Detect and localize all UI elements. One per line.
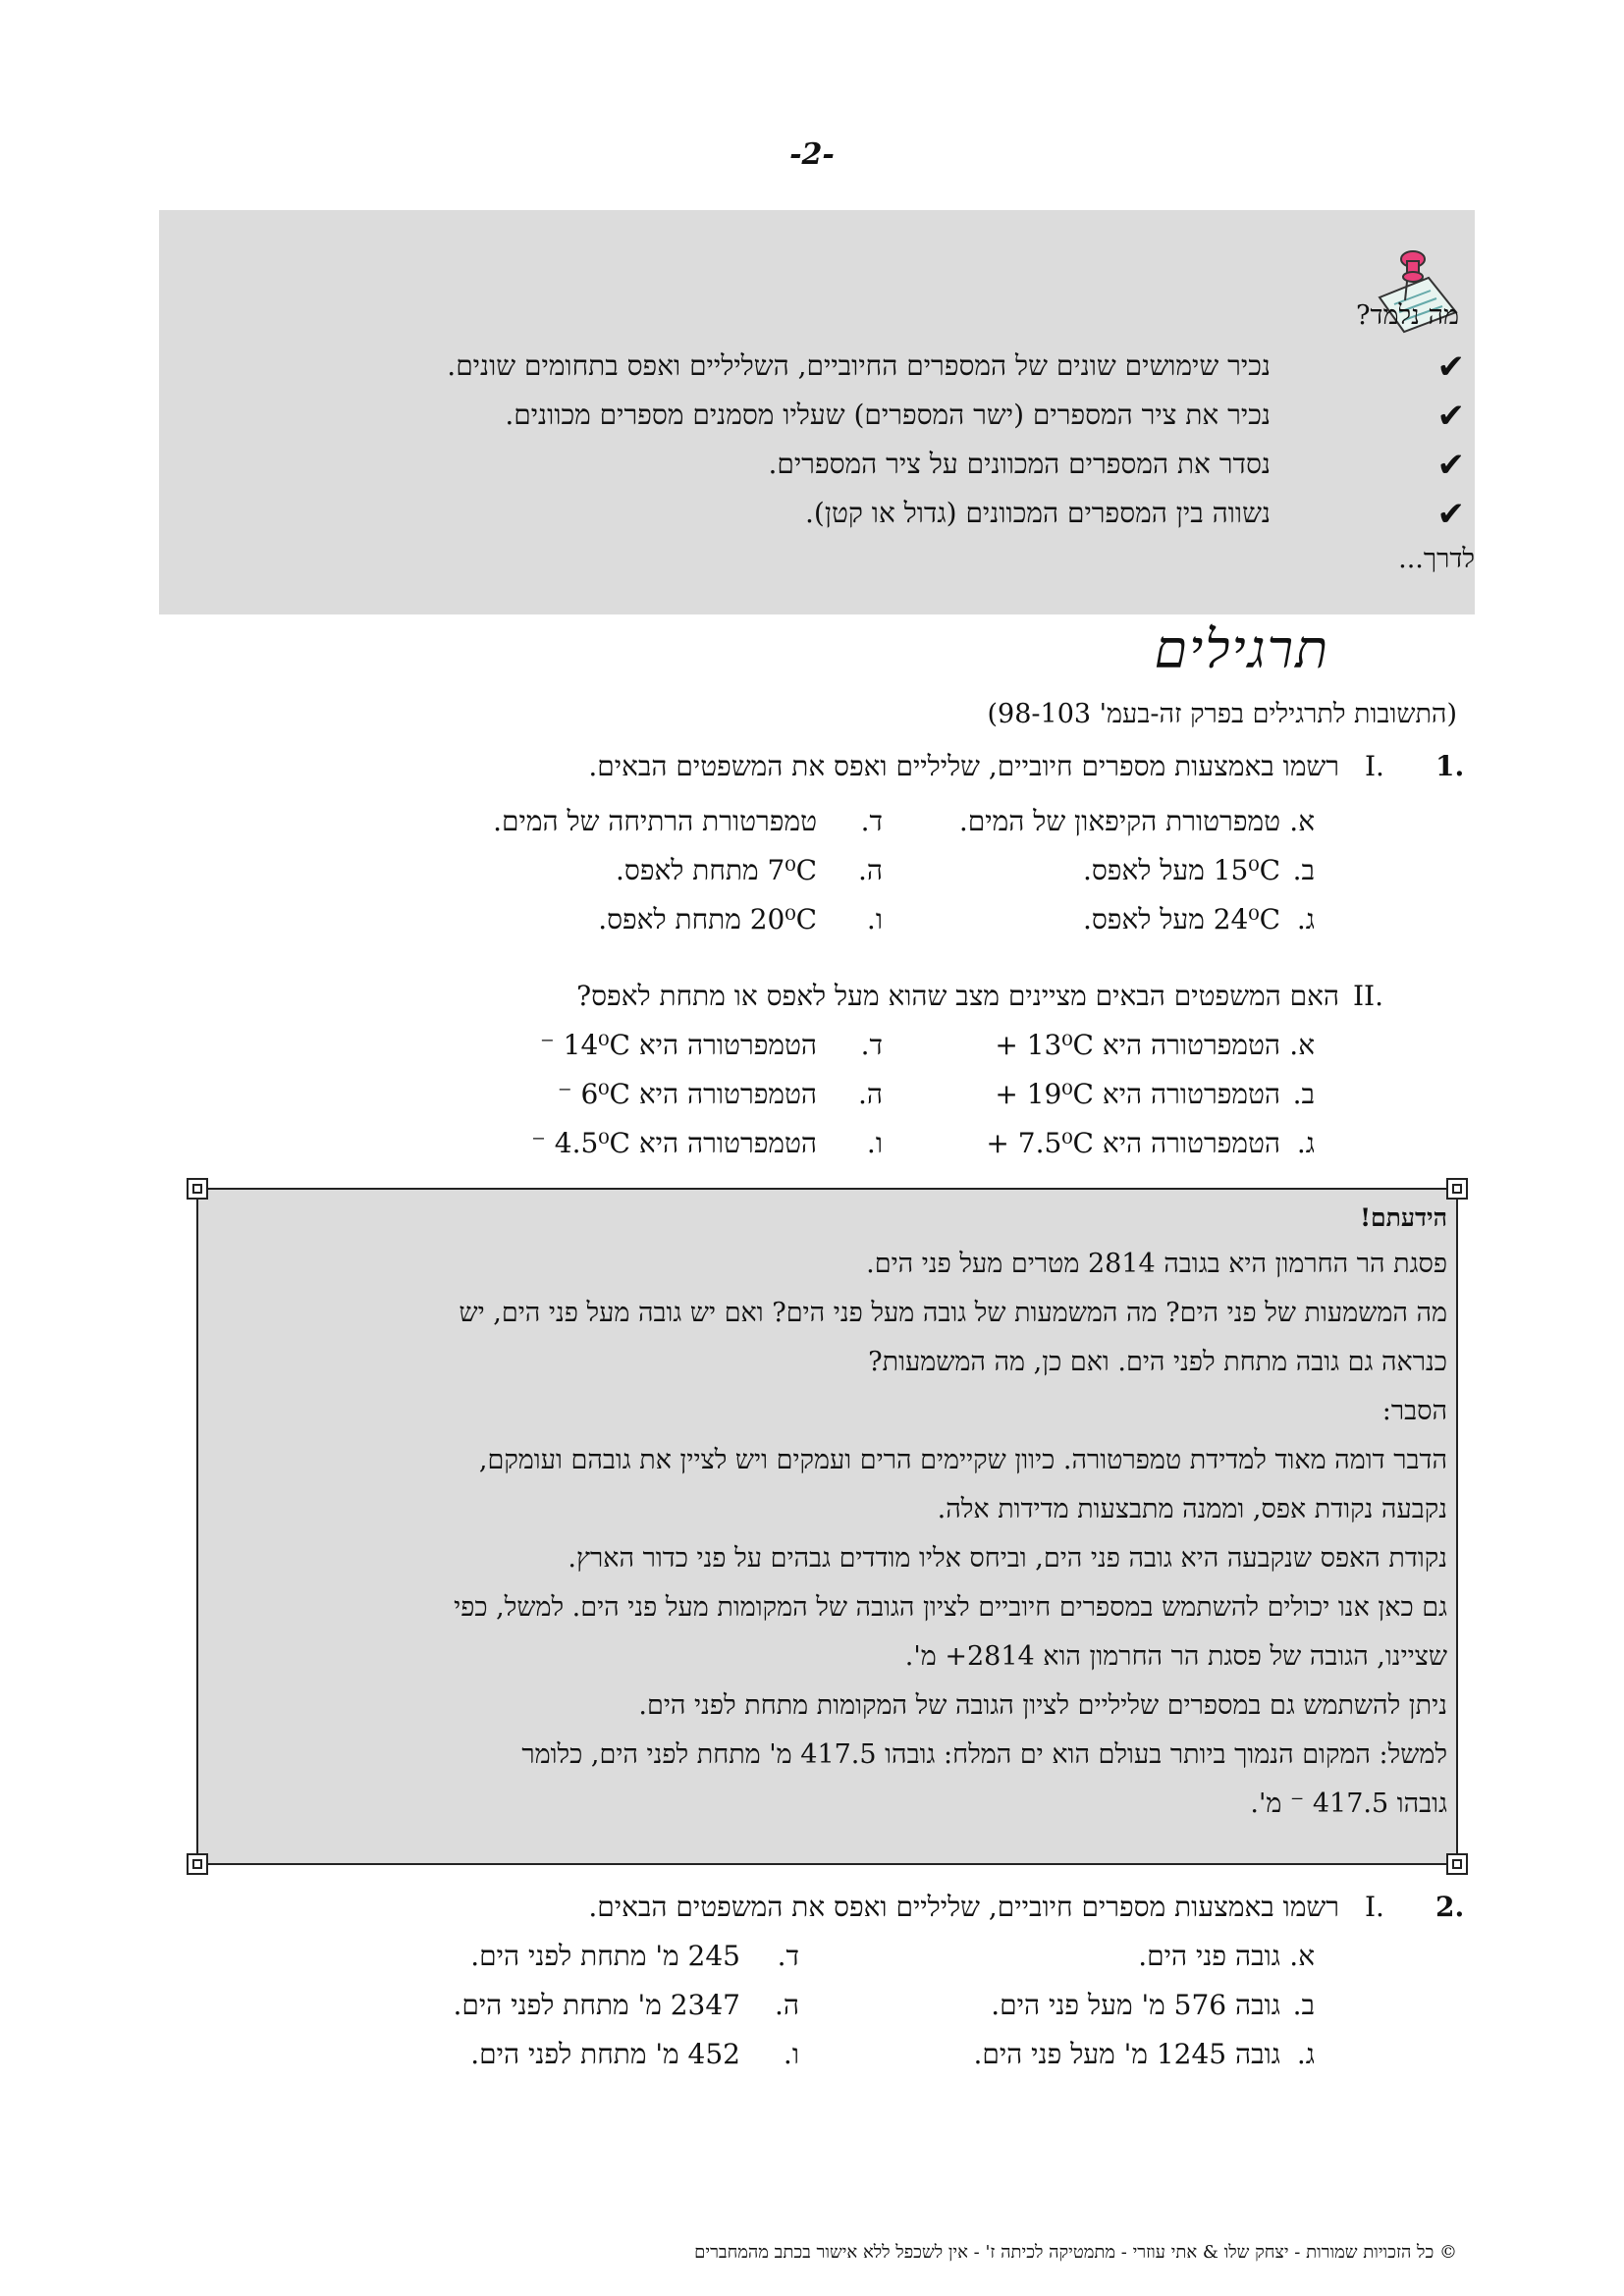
question-number: 1. — [1435, 750, 1465, 782]
corner-ornament-icon — [185, 1851, 210, 1877]
did-you-know-line: כנראה גם גובה מתחת לפני הים. ואם כן, מה המשמעות? — [868, 1347, 1447, 1377]
exercises-title: תרגילים — [1154, 618, 1329, 680]
item-text: גובה פני הים. — [1138, 1940, 1280, 1972]
did-you-know-line: הסבר: — [1381, 1396, 1447, 1426]
learning-item — [308, 493, 1467, 542]
item-text: טמפרטורת הקיפאון של המים. — [958, 805, 1280, 837]
learning-footer: לדרך... — [1398, 544, 1475, 574]
item-text: 15⁰C מעל לאפס. — [1082, 854, 1280, 886]
corner-ornament-icon — [1444, 1176, 1470, 1201]
item-label: ו. — [866, 1127, 883, 1159]
item-label: ה. — [774, 1989, 799, 2021]
item-label: ג. — [1296, 1127, 1315, 1159]
check-icon: ✔ — [1436, 397, 1465, 436]
item-label: ד. — [860, 1029, 883, 1061]
item-label: ב. — [1292, 1078, 1315, 1110]
did-you-know-line: שציינו, הגובה של פסגת הר החרמון הוא ‎+2814‎ מ'. — [904, 1641, 1447, 1672]
item-label: א. — [1289, 1940, 1315, 1972]
question-number: 2. — [1435, 1891, 1465, 1923]
did-you-know-line: נקודת האפס שנקבעה היא גובה פני הים, וביחס אליו מודדים גבהים על פני כדור הארץ. — [568, 1543, 1447, 1574]
item-text: הטמפרטורה היא ‎⁻ 14⁰C‎ — [540, 1029, 817, 1061]
item-text: 20⁰C מתחת לאפס. — [598, 903, 817, 935]
learning-item-text: נסדר את המספרים המכוונים על ציר המספרים. — [768, 448, 1271, 480]
learning-item — [308, 444, 1467, 493]
check-icon: ✔ — [1436, 347, 1465, 387]
did-you-know-line: גובהו ‎⁻ 417.5‎ מ'. — [1250, 1789, 1447, 1819]
item-text: הטמפרטורה היא ‎+ 13⁰C‎ — [995, 1029, 1280, 1061]
roman-numeral: I. — [1365, 1891, 1384, 1923]
copyright-footer: © כל הזכויות שמורות - יצחק שלו & אתי עוזרי - מתמטיקה לכיתה ז' - אין לשכפל ללא אישור בכתב מהמחברים — [694, 2242, 1457, 2263]
did-you-know-line: למשל: המקום הנמוך ביותר בעולם הוא ים המלח: גובהו 417.5 מ' מתחת לפני הים, כלומר — [521, 1739, 1447, 1770]
question-instruction: רשמו באמצעות מספרים חיוביים, שליליים ואפס את המשפטים הבאים. — [588, 1891, 1339, 1923]
check-icon: ✔ — [1436, 495, 1465, 534]
item-label: ה. — [857, 854, 883, 886]
page-number: -2- — [789, 137, 835, 172]
item-label: ה. — [857, 1078, 883, 1110]
item-label: ד. — [860, 805, 883, 837]
learning-item-text: נכיר שימושים שונים של המספרים החיוביים, השליליים ואפס בתחומים שונים. — [447, 349, 1271, 382]
check-icon: ✔ — [1436, 446, 1465, 485]
item-label: א. — [1289, 1029, 1315, 1061]
item-text: הטמפרטורה היא ‎+ 19⁰C‎ — [995, 1078, 1280, 1110]
item-label: ג. — [1296, 2038, 1315, 2070]
item-text: הטמפרטורה היא ‎⁻ 6⁰C‎ — [557, 1078, 817, 1110]
item-text: 2347 מ' מתחת לפני הים. — [453, 1989, 740, 2021]
learning-item — [308, 346, 1467, 395]
did-you-know-line: פסגת הר החרמון היא בגובה 2814 מטרים מעל פני הים. — [866, 1249, 1447, 1279]
item-text: גובה 576 מ' מעל פני הים. — [991, 1989, 1280, 2021]
item-label: ו. — [866, 903, 883, 935]
item-label: ו. — [783, 2038, 799, 2070]
did-you-know-heading: הידעתם! — [1360, 1203, 1447, 1232]
learning-item-text: נשווה בין המספרים המכוונים (גדול או קטן). — [805, 497, 1271, 529]
did-you-know-line: מה המשמעות של פני הים? מה המשמעות של גובה מעל פני הים? ואם יש גובה מעל פני הים, יש — [459, 1298, 1447, 1328]
item-text: הטמפרטורה היא ‎+ 7.5⁰C‎ — [986, 1127, 1280, 1159]
item-text: 452 מ' מתחת לפני הים. — [470, 2038, 740, 2070]
did-you-know-line: ניתן להשתמש גם במספרים שליליים לציון הגובה של המקומות מתחת לפני הים. — [638, 1690, 1447, 1721]
item-label: ד. — [777, 1940, 799, 1972]
item-label: ב. — [1292, 1989, 1315, 2021]
did-you-know-line: גם כאן אנו יכולים להשתמש במספרים חיוביים לציון הגובה של המקומות מעל פני הים. למשל, כפי — [454, 1592, 1447, 1623]
item-text: 245 מ' מתחת לפני הים. — [470, 1940, 740, 1972]
did-you-know-line: הדבר דומה מאוד למדידת טמפרטורה. כיוון שקיימים הרים ועמקים ויש לציין את גובהם ועומקם, — [478, 1445, 1447, 1475]
question-instruction: רשמו באמצעות מספרים חיוביים, שליליים ואפס את המשפטים הבאים. — [588, 750, 1339, 782]
corner-ornament-icon — [185, 1176, 210, 1201]
item-text: 7⁰C מתחת לאפס. — [616, 854, 817, 886]
item-label: ב. — [1292, 854, 1315, 886]
exercises-subtitle: (התשובות לתרגילים בפרק זה-בעמ' 98-103) — [987, 699, 1457, 729]
item-text: טמפרטורת הרתיחה של המים. — [493, 805, 817, 837]
question-instruction: האם המשפטים הבאים מציינים מצב שהוא מעל לאפס או מתחת לאפס? — [576, 980, 1339, 1012]
did-you-know-line: נקבעה נקודת אפס, וממנה מתבצעות מדידות אלה. — [937, 1494, 1447, 1524]
learning-item-text: נכיר את ציר המספרים (ישר המספרים) שעליו מסמנים מספרים מכוונים. — [505, 399, 1271, 431]
roman-numeral: II. — [1353, 980, 1384, 1012]
corner-ornament-icon — [1444, 1851, 1470, 1877]
roman-numeral: I. — [1365, 750, 1384, 782]
item-label: ג. — [1296, 903, 1315, 935]
item-text: גובה 1245 מ' מעל פני הים. — [973, 2038, 1280, 2070]
item-text: 24⁰C מעל לאפס. — [1082, 903, 1280, 935]
learning-item — [308, 395, 1467, 444]
learning-heading: מה נלמד? — [1356, 300, 1459, 331]
item-label: א. — [1289, 805, 1315, 837]
item-text: הטמפרטורה היא ‎⁻ 4.5⁰C‎ — [531, 1127, 817, 1159]
